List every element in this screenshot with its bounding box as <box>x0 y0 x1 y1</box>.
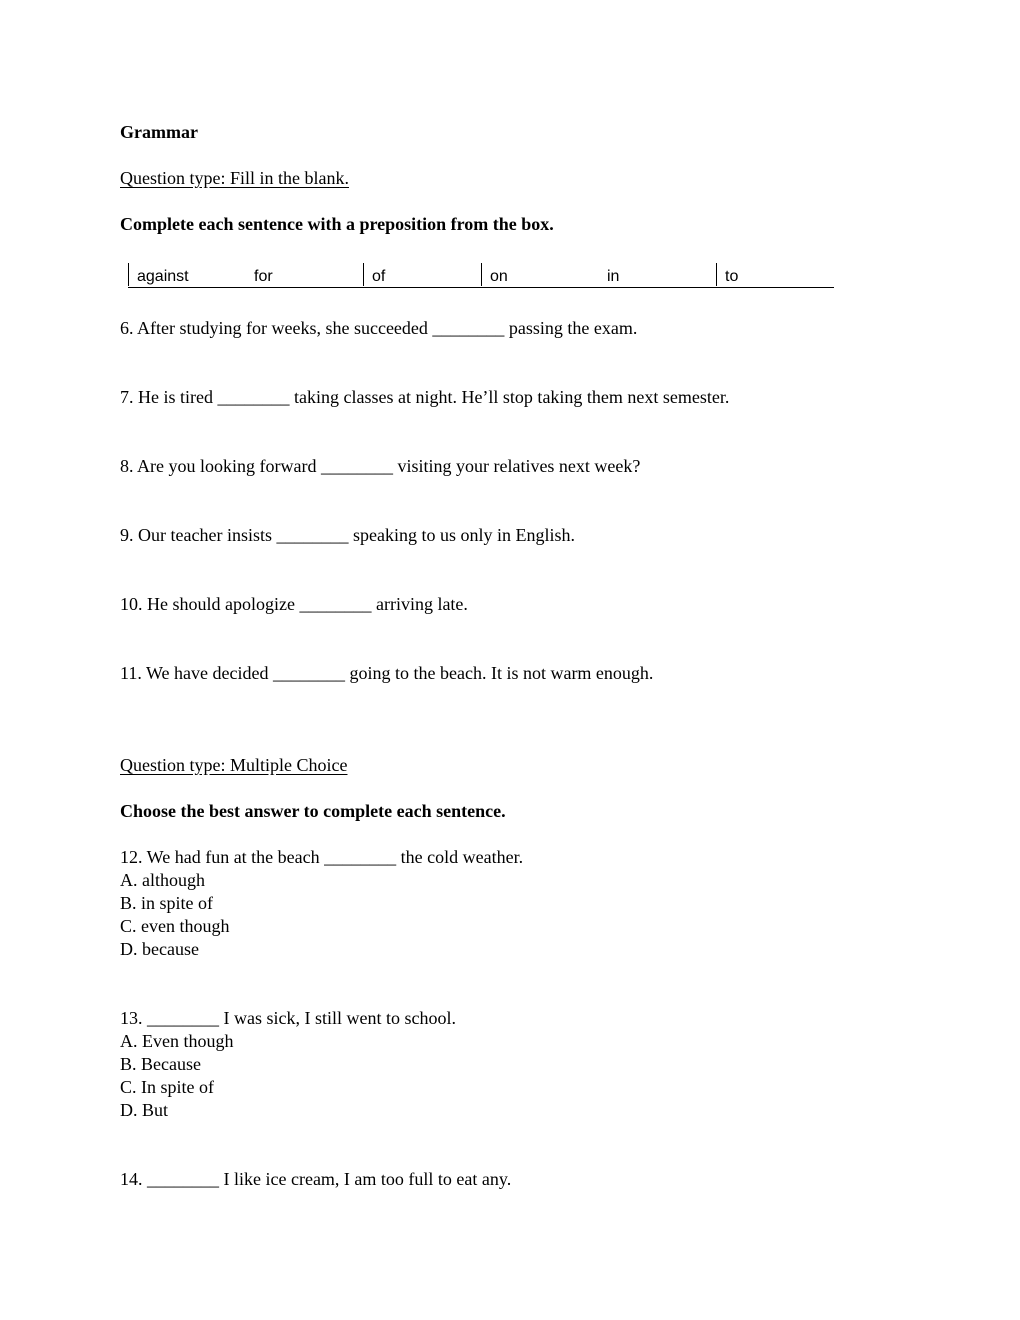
question-12-option-c: C. even though <box>120 916 230 936</box>
question-13-option-b: B. Because <box>120 1054 201 1074</box>
word-box-item: on <box>481 263 599 286</box>
word-box-item: in <box>607 268 620 285</box>
word-box-item: to <box>716 263 834 286</box>
question-type-fill-in: Question type: Fill in the blank. <box>120 168 349 188</box>
question-12-option-d: D. because <box>120 939 199 959</box>
section-title: Grammar <box>120 122 198 142</box>
question-12: 12. We had fun at the beach ________ the cold weather. <box>120 847 524 867</box>
word-box-item: against <box>128 263 246 286</box>
question-9: 9. Our teacher insists ________ speaking to us only in English. <box>120 525 575 545</box>
question-13-option-a: A. Even though <box>120 1031 234 1051</box>
question-14: 14. ________ I like ice cream, I am too full to eat any. <box>120 1169 512 1189</box>
preposition-word-box <box>128 263 834 288</box>
question-7: 7. He is tired ________ taking classes at night. He’ll stop taking them next semester. <box>120 387 730 407</box>
question-8: 8. Are you looking forward ________ visiting your relatives next week? <box>120 456 641 476</box>
question-12-option-b: B. in spite of <box>120 893 213 913</box>
question-13-option-d: D. But <box>120 1100 169 1120</box>
question-type-multiple-choice: Question type: Multiple Choice <box>120 755 348 775</box>
question-13-option-c: C. In spite of <box>120 1077 214 1097</box>
instruction-multiple-choice: Choose the best answer to complete each sentence. <box>120 801 506 821</box>
question-13: 13. ________ I was sick, I still went to school. <box>120 1008 456 1028</box>
question-6: 6. After studying for weeks, she succeeded ________ passing the exam. <box>120 318 638 338</box>
word-box-item: for <box>254 268 273 285</box>
question-10: 10. He should apologize ________ arriving late. <box>120 594 468 614</box>
question-12-option-a: A. although <box>120 870 205 890</box>
instruction-fill-in: Complete each sentence with a preposition from the box. <box>120 214 554 234</box>
question-11: 11. We have decided ________ going to the beach. It is not warm enough. <box>120 663 654 683</box>
word-box-item: of <box>363 263 481 286</box>
